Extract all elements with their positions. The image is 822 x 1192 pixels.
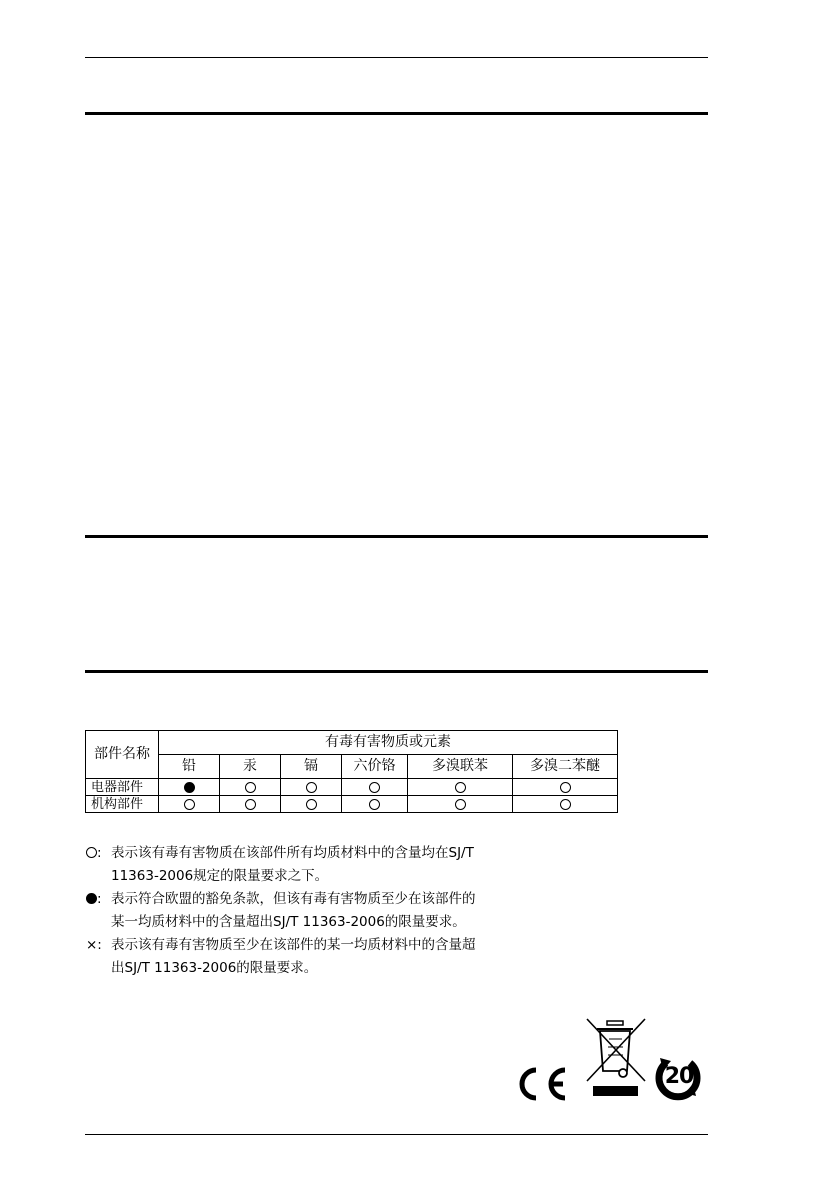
filled-circle-icon [184,782,195,793]
row-part-name: 电器部件 [86,779,159,796]
hollow-circle-icon [184,799,195,810]
row-part-name: 机构部件 [86,796,159,813]
hollow-circle-icon [245,799,256,810]
substance-hexavalent-chromium: 六价铬 [342,755,408,779]
note-cross [86,934,526,980]
efup-years: 20 [664,1064,694,1089]
note-line: 11363-2006规定的限量要求之下。 [111,868,329,884]
note-line: 表示该有毒有害物质至少在该部件的某一均质材料中的含量超 [111,937,476,953]
hollow-circle-icon [306,799,317,810]
weee-bin-icon [585,1017,647,1099]
efup-20-logo [650,1054,708,1102]
hollow-circle-icon [455,799,466,810]
note-line: 出SJ/T 11363-2006的限量要求。 [111,960,318,976]
note-filled [86,888,526,934]
section-divider-1 [85,112,708,115]
cross-icon: ×: [86,937,102,953]
legend-notes [86,842,526,980]
hollow-circle-icon [245,782,256,793]
table-row [86,779,618,796]
filled-circle-icon: : [86,888,111,934]
part-name-header: 部件名称 [86,731,159,779]
hollow-circle-icon [369,799,380,810]
substance-lead: 铅 [159,755,220,779]
hazardous-substances-table [85,730,618,813]
substance-cadmium: 镉 [281,755,342,779]
note-line: 某一均质材料中的含量超出SJ/T 11363-2006的限量要求。 [111,914,466,930]
substance-pbb: 多溴联苯 [408,755,513,779]
hollow-circle-icon [560,782,571,793]
note-hollow [86,842,526,888]
substance-mercury: 汞 [220,755,281,779]
hollow-circle-icon [306,782,317,793]
substance-pbde: 多溴二苯醚 [513,755,618,779]
hollow-circle-icon [560,799,571,810]
section-divider-2 [85,535,708,538]
footer-rule [85,1134,708,1135]
table-row [86,796,618,813]
header-rule [85,57,708,58]
substances-header: 有毒有害物质或元素 [159,731,618,755]
note-line: 表示该有毒有害物质在该部件所有均质材料中的含量均在SJ/T [111,845,474,861]
hollow-circle-icon: : [86,842,111,888]
ce-mark-icon [513,1066,569,1102]
hollow-circle-icon [369,782,380,793]
note-line: 表示符合欧盟的豁免条款，但该有毒有害物质至少在该部件的 [111,891,476,907]
hollow-circle-icon [455,782,466,793]
section-divider-3 [85,670,708,673]
